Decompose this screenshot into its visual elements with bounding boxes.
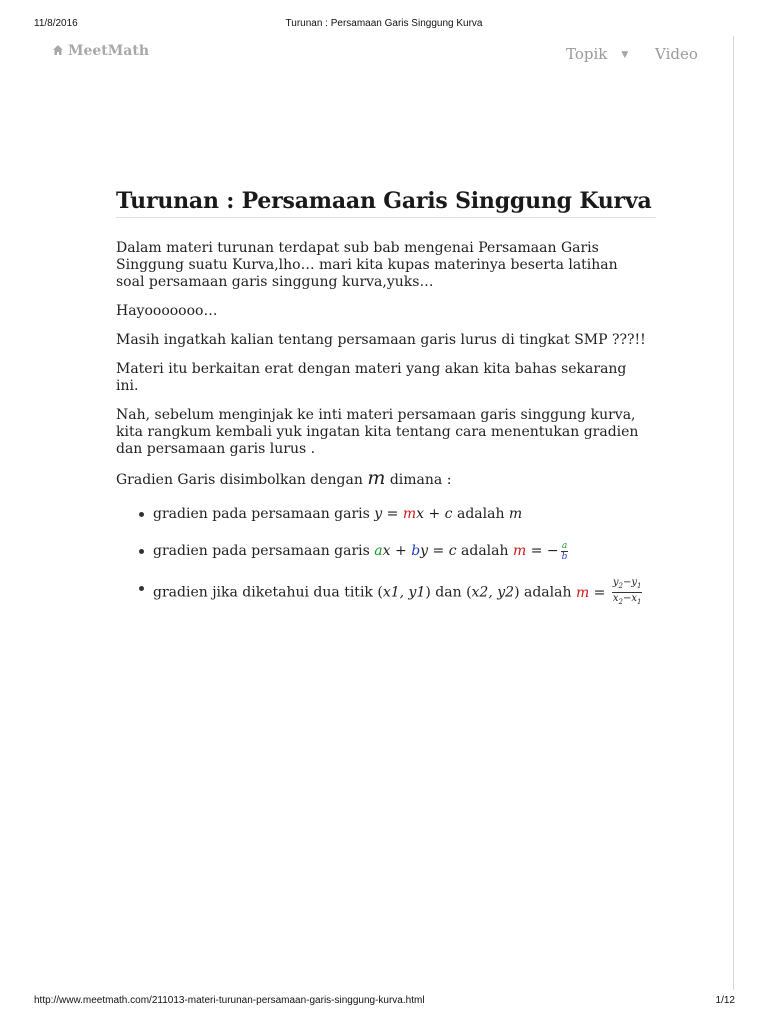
page-edge-rule <box>733 36 734 990</box>
paragraph: Hayooooooo… <box>116 303 218 319</box>
print-title: Turunan : Persamaan Garis Singgung Kurva <box>285 18 483 29</box>
bullet-text: gradien jika diketahui dua titik <box>153 584 373 601</box>
bullet-adalah: adalah <box>456 506 505 522</box>
paragraph: Nah, sebelum menginjak ke inti materi persamaan garis singgung kurva, kita rangkum kembali yuk ingatan kita tentang cara menentukan gradien dan persamaan garis lurus . <box>116 407 639 457</box>
gradien-intro-after: dimana : <box>389 472 452 488</box>
print-header <box>0 18 768 32</box>
nav-topik[interactable] <box>566 45 628 63</box>
paragraph: Materi itu berkaitan erat dengan materi yang akan kita bahas sekarang ini. <box>116 361 627 394</box>
list-item <box>116 577 646 614</box>
print-page-number: 1/12 <box>715 995 735 1006</box>
nav-video[interactable] <box>655 45 698 63</box>
title-divider <box>116 217 656 218</box>
formula-m: m <box>508 506 523 522</box>
point-one: (x1, y1) <box>377 584 431 601</box>
nav-topik-label: Topik <box>566 45 608 63</box>
nav-video-label: Video <box>655 45 698 63</box>
print-url: http://www.meetmath.com/211013-materi-turunan-persamaan-garis-singgung-kurva.html <box>34 995 425 1006</box>
brand-link[interactable] <box>52 43 149 59</box>
gradien-intro <box>116 467 646 489</box>
paragraph: Masih ingatkah kalian tentang persamaan garis lurus di tingkat SMP ???!! <box>116 332 646 348</box>
list-item <box>116 540 646 577</box>
page-title: Turunan : Persamaan Garis Singgung Kurva <box>116 188 652 214</box>
bullet-adalah: adalah <box>461 543 509 559</box>
paragraph: Dalam materi turunan terdapat sub bab mengenai Persamaan Garis Singgung suatu Kurva,lho… mari kita kupas materinya beserta latihan soal persamaan garis singgung kurva,yuks… <box>116 240 618 290</box>
brand-name: MeetMath <box>68 43 149 59</box>
print-footer <box>0 995 768 1009</box>
bullet-dan: dan <box>435 584 462 601</box>
article-body <box>116 240 646 614</box>
home-icon <box>52 44 64 56</box>
formula-general: ax + by = c <box>374 543 457 559</box>
caret-down-icon: ▼ <box>621 50 629 60</box>
list-item <box>116 503 646 540</box>
bullet-adalah: adalah <box>523 584 572 601</box>
m-symbol: m <box>367 467 386 489</box>
formula-gradient: m = − $\frac{a}{b}$ <box>512 540 568 562</box>
print-date: 11/8/2016 <box>34 18 78 29</box>
formula-slope: m = $\frac{y_2-y_1}{x_2-x_1}$ <box>575 577 642 606</box>
bullet-text: gradien pada persamaan garis <box>153 506 370 522</box>
gradien-intro-text: Gradien Garis disimbolkan dengan <box>116 472 363 488</box>
gradien-list <box>116 503 646 614</box>
bullet-text: gradien pada persamaan garis <box>153 543 370 559</box>
point-two: (x2, y2) <box>466 584 520 601</box>
formula-line: y = mx + c <box>374 506 453 522</box>
